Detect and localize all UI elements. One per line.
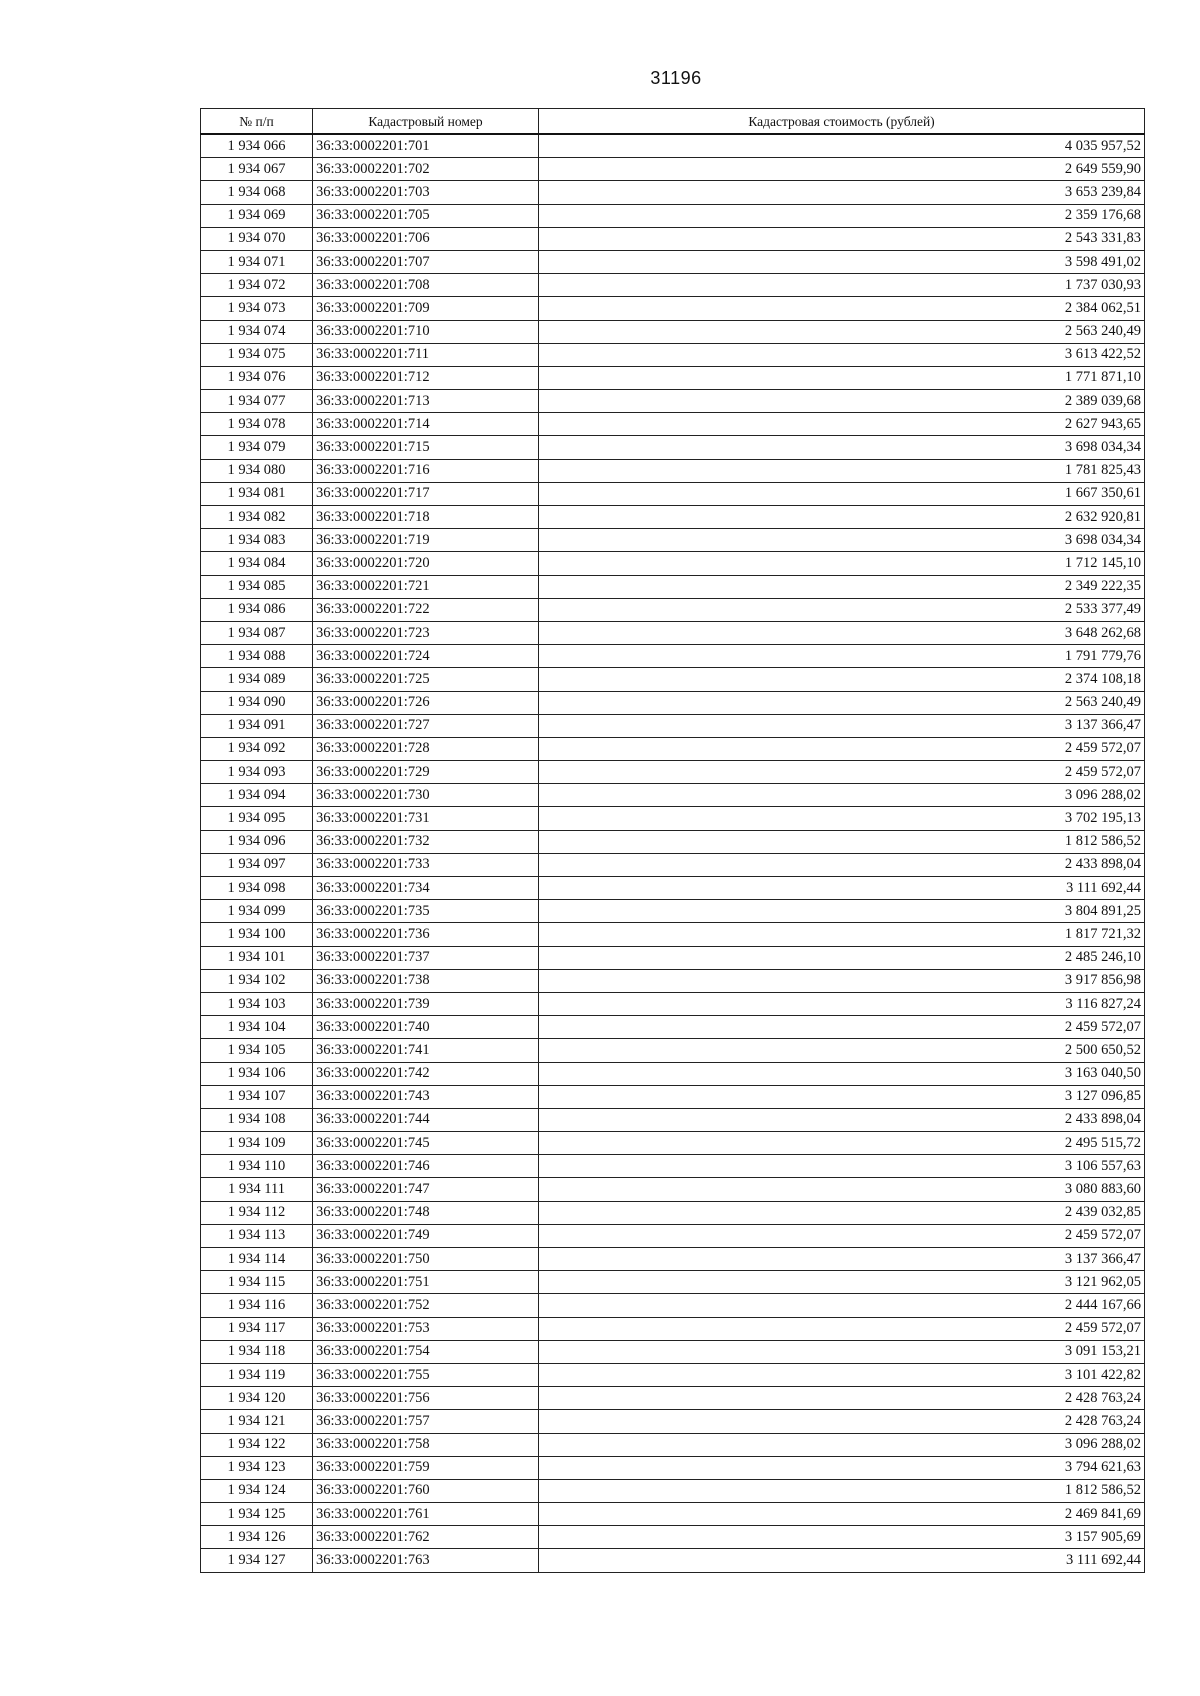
cadastral-number-cell: 36:33:0002201:722 <box>313 598 539 621</box>
table-row <box>201 1479 1145 1502</box>
cadastral-number-cell: 36:33:0002201:753 <box>313 1317 539 1340</box>
table-row <box>201 366 1145 389</box>
cadastral-value-cell: 1 737 030,93 <box>539 274 1145 297</box>
row-number-cell: 1 934 104 <box>201 1016 313 1039</box>
table-row <box>201 1132 1145 1155</box>
cadastral-number-cell: 36:33:0002201:723 <box>313 621 539 644</box>
cadastral-number-cell: 36:33:0002201:739 <box>313 992 539 1015</box>
row-number-cell: 1 934 112 <box>201 1201 313 1224</box>
row-number-cell: 1 934 125 <box>201 1503 313 1526</box>
row-number-cell: 1 934 071 <box>201 250 313 273</box>
table-row <box>201 1039 1145 1062</box>
table-row <box>201 1340 1145 1363</box>
table-row <box>201 1433 1145 1456</box>
cadastral-number-cell: 36:33:0002201:714 <box>313 413 539 436</box>
cadastral-value-cell: 1 791 779,76 <box>539 645 1145 668</box>
row-number-cell: 1 934 122 <box>201 1433 313 1456</box>
cadastral-number-cell: 36:33:0002201:743 <box>313 1085 539 1108</box>
row-number-cell: 1 934 088 <box>201 645 313 668</box>
row-number-cell: 1 934 066 <box>201 134 313 158</box>
cadastral-value-cell: 3 804 891,25 <box>539 900 1145 923</box>
cadastral-value-cell: 1 817 721,32 <box>539 923 1145 946</box>
table-row <box>201 436 1145 459</box>
table-row <box>201 1317 1145 1340</box>
cadastral-number-cell: 36:33:0002201:751 <box>313 1271 539 1294</box>
cadastral-value-cell: 2 563 240,49 <box>539 320 1145 343</box>
cadastral-value-cell: 2 563 240,49 <box>539 691 1145 714</box>
cadastral-value-cell: 2 627 943,65 <box>539 413 1145 436</box>
table-row <box>201 1155 1145 1178</box>
row-number-cell: 1 934 120 <box>201 1387 313 1410</box>
cadastral-value-cell: 2 459 572,07 <box>539 1317 1145 1340</box>
row-number-cell: 1 934 084 <box>201 552 313 575</box>
cadastral-value-cell: 2 469 841,69 <box>539 1503 1145 1526</box>
cadastral-value-cell: 3 111 692,44 <box>539 1549 1145 1572</box>
table-row <box>201 506 1145 529</box>
table-row <box>201 900 1145 923</box>
row-number-cell: 1 934 107 <box>201 1085 313 1108</box>
cadastral-value-cell: 3 698 034,34 <box>539 529 1145 552</box>
table-row <box>201 413 1145 436</box>
cadastral-number-cell: 36:33:0002201:746 <box>313 1155 539 1178</box>
cadastral-number-cell: 36:33:0002201:727 <box>313 714 539 737</box>
table-row <box>201 668 1145 691</box>
row-number-cell: 1 934 110 <box>201 1155 313 1178</box>
cadastral-value-cell: 3 091 153,21 <box>539 1340 1145 1363</box>
cadastral-number-cell: 36:33:0002201:736 <box>313 923 539 946</box>
table-row <box>201 992 1145 1015</box>
cadastral-number-cell: 36:33:0002201:730 <box>313 784 539 807</box>
row-number-cell: 1 934 127 <box>201 1549 313 1572</box>
cadastral-number-cell: 36:33:0002201:718 <box>313 506 539 529</box>
row-number-cell: 1 934 073 <box>201 297 313 320</box>
cadastral-number-cell: 36:33:0002201:744 <box>313 1108 539 1131</box>
row-number-cell: 1 934 076 <box>201 366 313 389</box>
table-header <box>201 109 1145 135</box>
cadastral-number-cell: 36:33:0002201:717 <box>313 482 539 505</box>
cadastral-value-cell: 3 096 288,02 <box>539 1433 1145 1456</box>
cadastral-number-cell: 36:33:0002201:701 <box>313 134 539 158</box>
table-row <box>201 482 1145 505</box>
cadastral-number-cell: 36:33:0002201:738 <box>313 969 539 992</box>
table-row <box>201 1410 1145 1433</box>
row-number-cell: 1 934 092 <box>201 737 313 760</box>
cadastral-value-cell: 3 698 034,34 <box>539 436 1145 459</box>
cadastral-value-cell: 3 917 856,98 <box>539 969 1145 992</box>
cadastral-number-cell: 36:33:0002201:755 <box>313 1363 539 1386</box>
cadastral-value-cell: 1 812 586,52 <box>539 1479 1145 1502</box>
row-number-cell: 1 934 087 <box>201 621 313 644</box>
row-number-cell: 1 934 111 <box>201 1178 313 1201</box>
cadastral-number-cell: 36:33:0002201:716 <box>313 459 539 482</box>
cadastral-table-container <box>200 108 1144 1573</box>
cadastral-number-cell: 36:33:0002201:713 <box>313 390 539 413</box>
table-row <box>201 1271 1145 1294</box>
table-row <box>201 158 1145 181</box>
row-number-cell: 1 934 075 <box>201 343 313 366</box>
header-cadastral-value: Кадастровая стоимость (рублей) <box>539 109 1145 135</box>
cadastral-value-cell: 2 459 572,07 <box>539 737 1145 760</box>
cadastral-number-cell: 36:33:0002201:707 <box>313 250 539 273</box>
cadastral-value-cell: 2 433 898,04 <box>539 1108 1145 1131</box>
table-row <box>201 969 1145 992</box>
row-number-cell: 1 934 101 <box>201 946 313 969</box>
row-number-cell: 1 934 118 <box>201 1340 313 1363</box>
table-row <box>201 807 1145 830</box>
table-row <box>201 204 1145 227</box>
cadastral-value-cell: 1 812 586,52 <box>539 830 1145 853</box>
cadastral-number-cell: 36:33:0002201:761 <box>313 1503 539 1526</box>
cadastral-number-cell: 36:33:0002201:709 <box>313 297 539 320</box>
table-row <box>201 1016 1145 1039</box>
row-number-cell: 1 934 089 <box>201 668 313 691</box>
row-number-cell: 1 934 103 <box>201 992 313 1015</box>
row-number-cell: 1 934 074 <box>201 320 313 343</box>
cadastral-number-cell: 36:33:0002201:711 <box>313 343 539 366</box>
cadastral-number-cell: 36:33:0002201:756 <box>313 1387 539 1410</box>
table-row <box>201 1363 1145 1386</box>
cadastral-number-cell: 36:33:0002201:712 <box>313 366 539 389</box>
row-number-cell: 1 934 121 <box>201 1410 313 1433</box>
row-number-cell: 1 934 105 <box>201 1039 313 1062</box>
cadastral-value-cell: 3 137 366,47 <box>539 1248 1145 1271</box>
cadastral-number-cell: 36:33:0002201:732 <box>313 830 539 853</box>
table-body <box>201 134 1145 1572</box>
table-row <box>201 134 1145 158</box>
row-number-cell: 1 934 080 <box>201 459 313 482</box>
table-row <box>201 274 1145 297</box>
row-number-cell: 1 934 082 <box>201 506 313 529</box>
row-number-cell: 1 934 090 <box>201 691 313 714</box>
cadastral-number-cell: 36:33:0002201:740 <box>313 1016 539 1039</box>
cadastral-number-cell: 36:33:0002201:733 <box>313 853 539 876</box>
table-row <box>201 598 1145 621</box>
row-number-cell: 1 934 072 <box>201 274 313 297</box>
cadastral-number-cell: 36:33:0002201:731 <box>313 807 539 830</box>
cadastral-value-cell: 2 428 763,24 <box>539 1410 1145 1433</box>
cadastral-number-cell: 36:33:0002201:737 <box>313 946 539 969</box>
cadastral-value-cell: 3 101 422,82 <box>539 1363 1145 1386</box>
table-row <box>201 320 1145 343</box>
table-row <box>201 946 1145 969</box>
table-row <box>201 529 1145 552</box>
cadastral-number-cell: 36:33:0002201:725 <box>313 668 539 691</box>
table-row <box>201 691 1145 714</box>
row-number-cell: 1 934 102 <box>201 969 313 992</box>
header-row-number: № п/п <box>201 109 313 135</box>
cadastral-value-cell: 2 374 108,18 <box>539 668 1145 691</box>
cadastral-number-cell: 36:33:0002201:757 <box>313 1410 539 1433</box>
cadastral-number-cell: 36:33:0002201:728 <box>313 737 539 760</box>
cadastral-value-cell: 3 111 692,44 <box>539 877 1145 900</box>
cadastral-number-cell: 36:33:0002201:749 <box>313 1224 539 1247</box>
table-row <box>201 1178 1145 1201</box>
table-row <box>201 1456 1145 1479</box>
row-number-cell: 1 934 124 <box>201 1479 313 1502</box>
row-number-cell: 1 934 093 <box>201 761 313 784</box>
cadastral-number-cell: 36:33:0002201:745 <box>313 1132 539 1155</box>
table-row <box>201 1294 1145 1317</box>
row-number-cell: 1 934 078 <box>201 413 313 436</box>
table-row <box>201 181 1145 204</box>
table-row <box>201 1503 1145 1526</box>
table-row <box>201 227 1145 250</box>
row-number-cell: 1 934 123 <box>201 1456 313 1479</box>
table-row <box>201 552 1145 575</box>
row-number-cell: 1 934 114 <box>201 1248 313 1271</box>
cadastral-value-cell: 2 649 559,90 <box>539 158 1145 181</box>
row-number-cell: 1 934 096 <box>201 830 313 853</box>
cadastral-number-cell: 36:33:0002201:754 <box>313 1340 539 1363</box>
row-number-cell: 1 934 098 <box>201 877 313 900</box>
cadastral-value-cell: 2 384 062,51 <box>539 297 1145 320</box>
cadastral-value-cell: 3 613 422,52 <box>539 343 1145 366</box>
cadastral-value-cell: 2 459 572,07 <box>539 1016 1145 1039</box>
cadastral-number-cell: 36:33:0002201:742 <box>313 1062 539 1085</box>
cadastral-value-cell: 3 163 040,50 <box>539 1062 1145 1085</box>
row-number-cell: 1 934 081 <box>201 482 313 505</box>
cadastral-number-cell: 36:33:0002201:729 <box>313 761 539 784</box>
table-row <box>201 923 1145 946</box>
cadastral-value-cell: 3 137 366,47 <box>539 714 1145 737</box>
cadastral-value-cell: 2 428 763,24 <box>539 1387 1145 1410</box>
row-number-cell: 1 934 069 <box>201 204 313 227</box>
row-number-cell: 1 934 109 <box>201 1132 313 1155</box>
cadastral-value-cell: 3 702 195,13 <box>539 807 1145 830</box>
row-number-cell: 1 934 083 <box>201 529 313 552</box>
cadastral-number-cell: 36:33:0002201:750 <box>313 1248 539 1271</box>
row-number-cell: 1 934 116 <box>201 1294 313 1317</box>
row-number-cell: 1 934 094 <box>201 784 313 807</box>
cadastral-number-cell: 36:33:0002201:705 <box>313 204 539 227</box>
cadastral-value-cell: 1 781 825,43 <box>539 459 1145 482</box>
row-number-cell: 1 934 126 <box>201 1526 313 1549</box>
cadastral-value-cell: 2 632 920,81 <box>539 506 1145 529</box>
cadastral-number-cell: 36:33:0002201:720 <box>313 552 539 575</box>
cadastral-number-cell: 36:33:0002201:758 <box>313 1433 539 1456</box>
table-row <box>201 575 1145 598</box>
row-number-cell: 1 934 086 <box>201 598 313 621</box>
row-number-cell: 1 934 079 <box>201 436 313 459</box>
cadastral-value-cell: 2 495 515,72 <box>539 1132 1145 1155</box>
cadastral-value-cell: 3 653 239,84 <box>539 181 1145 204</box>
page-number: 31196 <box>650 68 702 88</box>
table-row <box>201 250 1145 273</box>
cadastral-value-cell: 2 359 176,68 <box>539 204 1145 227</box>
table-row <box>201 1108 1145 1131</box>
cadastral-number-cell: 36:33:0002201:719 <box>313 529 539 552</box>
row-number-cell: 1 934 119 <box>201 1363 313 1386</box>
cadastral-value-cell: 1 712 145,10 <box>539 552 1145 575</box>
cadastral-value-cell: 2 500 650,52 <box>539 1039 1145 1062</box>
table-row <box>201 621 1145 644</box>
cadastral-number-cell: 36:33:0002201:759 <box>313 1456 539 1479</box>
cadastral-value-cell: 2 433 898,04 <box>539 853 1145 876</box>
cadastral-number-cell: 36:33:0002201:748 <box>313 1201 539 1224</box>
table-row <box>201 853 1145 876</box>
cadastral-value-cell: 2 485 246,10 <box>539 946 1145 969</box>
cadastral-number-cell: 36:33:0002201:710 <box>313 320 539 343</box>
cadastral-number-cell: 36:33:0002201:763 <box>313 1549 539 1572</box>
cadastral-number-cell: 36:33:0002201:708 <box>313 274 539 297</box>
cadastral-value-cell: 2 444 167,66 <box>539 1294 1145 1317</box>
row-number-cell: 1 934 097 <box>201 853 313 876</box>
row-number-cell: 1 934 095 <box>201 807 313 830</box>
cadastral-number-cell: 36:33:0002201:706 <box>313 227 539 250</box>
cadastral-value-table <box>200 108 1145 1573</box>
cadastral-number-cell: 36:33:0002201:741 <box>313 1039 539 1062</box>
table-row <box>201 714 1145 737</box>
row-number-cell: 1 934 085 <box>201 575 313 598</box>
cadastral-value-cell: 3 106 557,63 <box>539 1155 1145 1178</box>
cadastral-number-cell: 36:33:0002201:726 <box>313 691 539 714</box>
cadastral-number-cell: 36:33:0002201:724 <box>313 645 539 668</box>
cadastral-value-cell: 3 794 621,63 <box>539 1456 1145 1479</box>
table-row <box>201 877 1145 900</box>
cadastral-value-cell: 2 349 222,35 <box>539 575 1145 598</box>
cadastral-number-cell: 36:33:0002201:752 <box>313 1294 539 1317</box>
cadastral-number-cell: 36:33:0002201:721 <box>313 575 539 598</box>
cadastral-value-cell: 3 096 288,02 <box>539 784 1145 807</box>
row-number-cell: 1 934 067 <box>201 158 313 181</box>
cadastral-value-cell: 3 116 827,24 <box>539 992 1145 1015</box>
cadastral-value-cell: 2 459 572,07 <box>539 761 1145 784</box>
cadastral-value-cell: 2 459 572,07 <box>539 1224 1145 1247</box>
row-number-cell: 1 934 113 <box>201 1224 313 1247</box>
cadastral-value-cell: 3 648 262,68 <box>539 621 1145 644</box>
table-row <box>201 1224 1145 1247</box>
table-row <box>201 1248 1145 1271</box>
cadastral-value-cell: 1 771 871,10 <box>539 366 1145 389</box>
cadastral-number-cell: 36:33:0002201:747 <box>313 1178 539 1201</box>
cadastral-number-cell: 36:33:0002201:715 <box>313 436 539 459</box>
cadastral-number-cell: 36:33:0002201:762 <box>313 1526 539 1549</box>
table-row <box>201 784 1145 807</box>
table-row <box>201 1062 1145 1085</box>
table-row <box>201 1549 1145 1572</box>
cadastral-value-cell: 1 667 350,61 <box>539 482 1145 505</box>
row-number-cell: 1 934 077 <box>201 390 313 413</box>
cadastral-value-cell: 3 080 883,60 <box>539 1178 1145 1201</box>
header-cadastral-number: Кадастровый номер <box>313 109 539 135</box>
cadastral-value-cell: 3 598 491,02 <box>539 250 1145 273</box>
row-number-cell: 1 934 106 <box>201 1062 313 1085</box>
table-row <box>201 390 1145 413</box>
cadastral-number-cell: 36:33:0002201:735 <box>313 900 539 923</box>
table-row <box>201 1201 1145 1224</box>
cadastral-value-cell: 4 035 957,52 <box>539 134 1145 158</box>
row-number-cell: 1 934 099 <box>201 900 313 923</box>
table-row <box>201 1085 1145 1108</box>
table-row <box>201 343 1145 366</box>
cadastral-value-cell: 3 121 962,05 <box>539 1271 1145 1294</box>
row-number-cell: 1 934 108 <box>201 1108 313 1131</box>
table-row <box>201 459 1145 482</box>
cadastral-value-cell: 3 157 905,69 <box>539 1526 1145 1549</box>
cadastral-value-cell: 2 543 331,83 <box>539 227 1145 250</box>
cadastral-value-cell: 2 533 377,49 <box>539 598 1145 621</box>
row-number-cell: 1 934 100 <box>201 923 313 946</box>
row-number-cell: 1 934 091 <box>201 714 313 737</box>
row-number-cell: 1 934 068 <box>201 181 313 204</box>
cadastral-value-cell: 3 127 096,85 <box>539 1085 1145 1108</box>
row-number-cell: 1 934 117 <box>201 1317 313 1340</box>
cadastral-number-cell: 36:33:0002201:734 <box>313 877 539 900</box>
header-row <box>201 109 1145 135</box>
table-row <box>201 1526 1145 1549</box>
cadastral-value-cell: 2 439 032,85 <box>539 1201 1145 1224</box>
table-row <box>201 1387 1145 1410</box>
table-row <box>201 830 1145 853</box>
cadastral-value-cell: 2 389 039,68 <box>539 390 1145 413</box>
table-row <box>201 645 1145 668</box>
cadastral-number-cell: 36:33:0002201:760 <box>313 1479 539 1502</box>
row-number-cell: 1 934 070 <box>201 227 313 250</box>
cadastral-number-cell: 36:33:0002201:703 <box>313 181 539 204</box>
table-row <box>201 737 1145 760</box>
table-row <box>201 297 1145 320</box>
row-number-cell: 1 934 115 <box>201 1271 313 1294</box>
cadastral-number-cell: 36:33:0002201:702 <box>313 158 539 181</box>
table-row <box>201 761 1145 784</box>
